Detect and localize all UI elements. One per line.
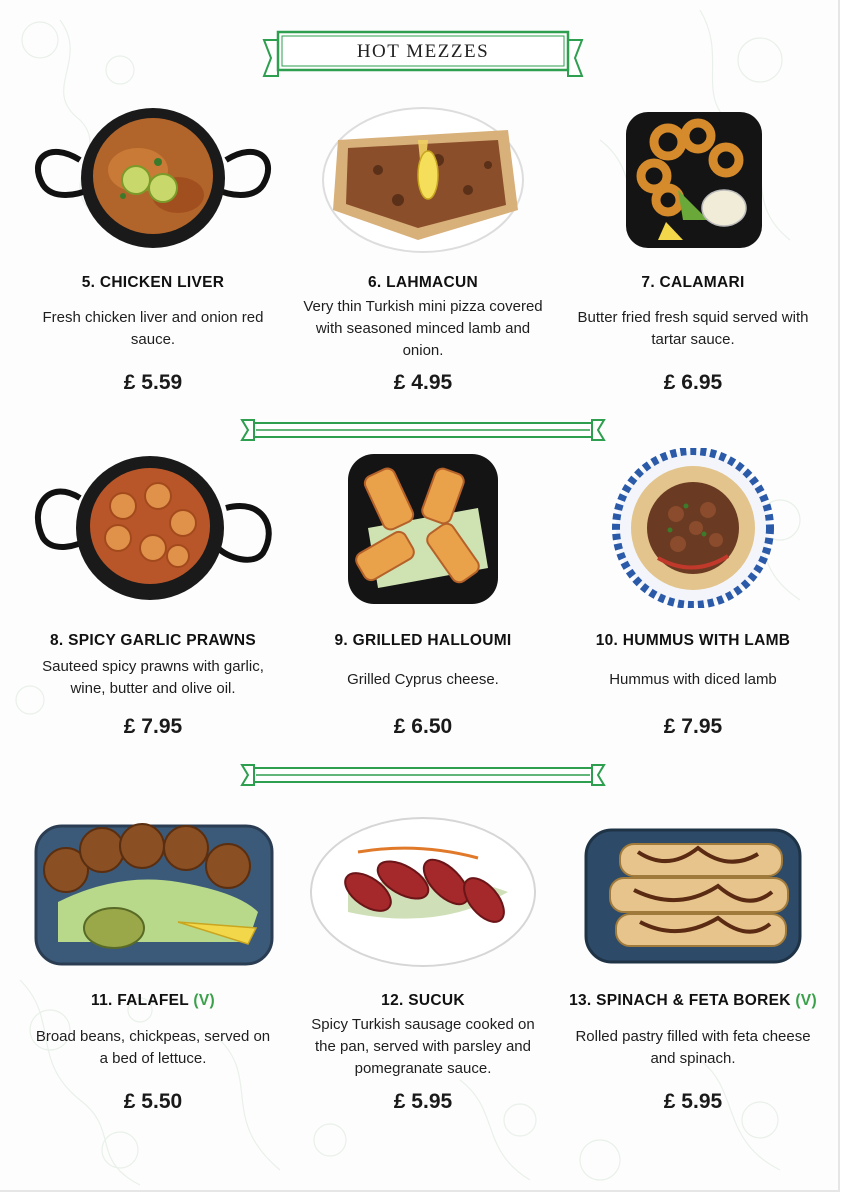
spicy-garlic-prawns-photo	[18, 448, 288, 608]
item-description: Butter fried fresh squid served with tartar sauce.	[577, 309, 809, 348]
item-name-text: 6. LAHMACUN	[367, 274, 479, 291]
menu-item-grilled-halloumi	[288, 448, 558, 748]
menu-item-sucuk	[288, 812, 558, 1112]
item-name-text: 8. SPICY GARLIC PRAWNS	[49, 632, 257, 649]
item-name	[558, 632, 828, 650]
item-price: £ 6.50	[393, 715, 453, 738]
item-price: £ 6.95	[663, 371, 723, 394]
grilled-halloumi-photo	[288, 448, 558, 608]
lahmacun-photo	[288, 100, 558, 260]
item-description: Spicy Turkish sausage cooked on the pan, served with parsley and pomegranate sauce.	[311, 1016, 535, 1077]
item-name-text: 7. CALAMARI	[641, 274, 745, 291]
item-price: £ 5.95	[663, 1090, 723, 1113]
item-price: £ 7.95	[663, 715, 723, 738]
menu-item-lahmacun	[288, 100, 558, 400]
falafel-photo	[18, 812, 288, 972]
item-price: £ 5.59	[123, 371, 183, 394]
spinach-feta-borek-photo	[558, 812, 828, 972]
item-description: Very thin Turkish mini pizza covered with seasoned minced lamb and onion.	[303, 298, 543, 359]
menu-item-spinach-feta-borek	[558, 812, 828, 1112]
item-price: £ 5.50	[123, 1090, 183, 1113]
hummus-with-lamb-photo	[558, 448, 828, 608]
sucuk-photo	[288, 812, 558, 972]
vegetarian-badge: (V)	[795, 992, 817, 1009]
calamari-photo	[558, 100, 828, 260]
item-description: Fresh chicken liver and onion red sauce.	[42, 309, 264, 348]
menu-item-chicken-liver	[18, 100, 288, 400]
item-description: Grilled Cyprus cheese.	[347, 671, 499, 688]
item-name-text: 9. GRILLED HALLOUMI	[334, 632, 512, 649]
menu-item-calamari	[558, 100, 828, 400]
item-name	[558, 274, 828, 292]
section-banner	[262, 30, 584, 82]
ornament-divider-icon	[240, 763, 606, 787]
item-name	[288, 274, 558, 292]
item-name-text: 12. SUCUK	[381, 992, 465, 1009]
item-name	[288, 632, 558, 650]
item-name-text: 11. FALAFEL	[91, 992, 189, 1009]
ornament-divider-icon	[240, 418, 606, 442]
item-description: Rolled pastry filled with feta cheese and spinach.	[575, 1028, 811, 1067]
item-description: Broad beans, chickpeas, served on a bed of lettuce.	[35, 1028, 271, 1067]
chicken-liver-photo	[18, 100, 288, 250]
item-name-text: 10. HUMMUS WITH LAMB	[595, 632, 791, 649]
menu-item-hummus-with-lamb	[558, 448, 828, 748]
vegetarian-badge: (V)	[193, 992, 215, 1009]
item-name	[288, 992, 558, 1010]
menu-item-falafel	[18, 812, 288, 1112]
item-name	[558, 992, 828, 1010]
item-name-text: 13. SPINACH & FETA BOREK	[569, 992, 791, 1009]
item-name	[18, 274, 288, 292]
item-description: Sauteed spicy prawns with garlic, wine, butter and olive oil.	[42, 658, 264, 697]
item-name	[18, 632, 288, 650]
item-price: £ 5.95	[393, 1090, 453, 1113]
menu-item-spicy-garlic-prawns	[18, 448, 288, 748]
item-price: £ 7.95	[123, 715, 183, 738]
item-name-text: 5. CHICKEN LIVER	[81, 274, 225, 291]
item-name	[18, 992, 288, 1010]
item-price: £ 4.95	[393, 371, 453, 394]
section-title: HOT MEZZES	[356, 41, 490, 62]
item-description: Hummus with diced lamb	[609, 671, 777, 688]
